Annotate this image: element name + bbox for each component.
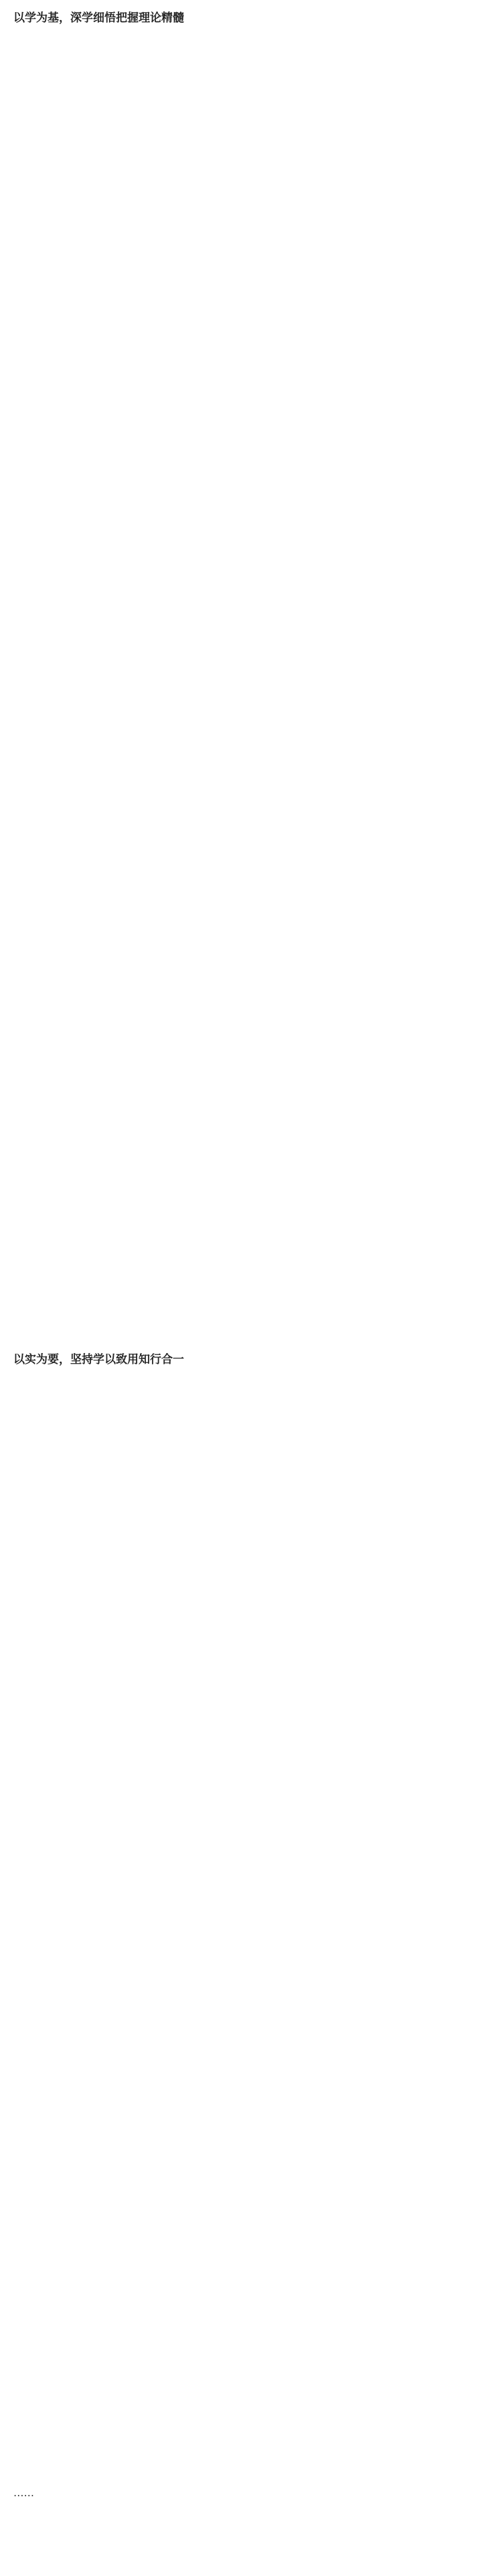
section-heading: 以学为基，深学细悟把握理论精髓 — [13, 11, 184, 25]
paragraph — [13, 1112, 469, 1206]
paragraph — [13, 1001, 469, 1095]
paragraph — [13, 1677, 469, 1714]
paragraph — [13, 2152, 469, 2209]
paragraph — [13, 2300, 469, 2356]
paragraph — [13, 1933, 469, 1970]
paragraph — [13, 2061, 469, 2099]
paragraph — [13, 42, 469, 98]
paragraph — [13, 1732, 469, 1750]
paragraph — [13, 2447, 469, 2466]
paragraph — [13, 1315, 469, 1334]
paragraph — [13, 1529, 469, 1586]
paragraph — [13, 521, 469, 578]
paragraph — [13, 650, 469, 688]
paragraph — [13, 871, 469, 984]
paragraph — [13, 595, 469, 633]
paragraph — [13, 1224, 469, 1261]
paragraph — [13, 2226, 469, 2282]
paragraph — [13, 1279, 469, 1297]
paragraph — [13, 263, 469, 357]
paragraph — [13, 1878, 469, 1915]
paragraph — [13, 208, 469, 245]
paragraph — [13, 2116, 469, 2135]
paragraph — [13, 1603, 469, 1659]
paragraph — [13, 2374, 469, 2430]
paragraph — [13, 1383, 469, 1402]
section-heading: 以实为要，坚持学以致用知行合一 — [13, 1353, 184, 1366]
paragraph — [13, 1823, 469, 1860]
paragraph — [13, 705, 469, 743]
paragraph — [13, 115, 469, 190]
closing-paragraph — [13, 2520, 469, 2576]
paragraph — [13, 374, 469, 430]
paragraph — [13, 448, 469, 504]
paragraph — [13, 760, 469, 854]
paragraph — [13, 1419, 469, 1476]
ellipsis-separator: …… — [13, 2487, 34, 2499]
paragraph — [13, 1768, 469, 1805]
paragraph — [13, 1493, 469, 1512]
paragraph — [13, 1988, 469, 2044]
